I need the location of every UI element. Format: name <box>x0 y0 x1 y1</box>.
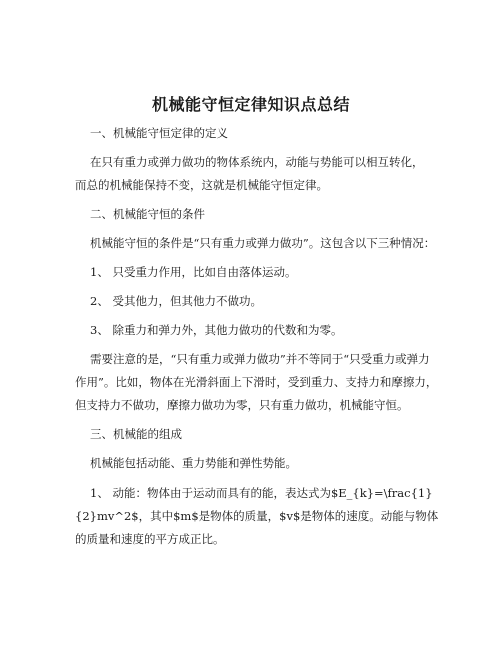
list-item: 3、 除重力和弹力外，其他力做功的代数和为零。 <box>90 323 343 337</box>
paragraph-line: 机械能包括动能、重力势能和弹性势能。 <box>90 456 297 470</box>
paragraph-line: 机械能守恒的条件是“只有重力或弹力做功”。这包含以下三种情况： <box>90 236 436 250</box>
list-item: 1、 只受重力作用，比如自由落体运动。 <box>90 265 297 279</box>
section-heading-definition: 一、机械能守恒定律的定义 <box>90 126 228 140</box>
paragraph-line: 在只有重力或弹力做功的物体系统内，动能与势能可以相互转化， <box>90 155 424 169</box>
list-item: 2、 受其他力，但其他力不做功。 <box>90 294 262 308</box>
section-heading-composition: 三、机械能的组成 <box>90 427 182 441</box>
paragraph-line: {2}mv^2$，其中$m$是物体的质量，$v$是物体的速度。动能与物体 <box>75 509 439 523</box>
paragraph-line: 的质量和速度的平方成正比。 <box>75 532 225 546</box>
paragraph-line: 作用”。比如，物体在光滑斜面上下滑时，受到重力、支持力和摩擦力， <box>75 375 438 389</box>
paragraph-line: 需要注意的是，“只有重力或弹力做功”并不等同于“只受重力或弹力 <box>90 352 430 366</box>
document-title: 机械能守恒定律知识点总结 <box>151 95 350 114</box>
section-heading-conditions: 二、机械能守恒的条件 <box>90 207 205 221</box>
paragraph-line: 但支持力不做功，摩擦力做功为零，只有重力做功，机械能守恒。 <box>75 398 409 412</box>
paragraph-line: 而总的机械能保持不变，这就是机械能守恒定律。 <box>75 178 328 192</box>
list-item: 1、 动能：物体由于运动而具有的能，表达式为$E_{k}=\frac{1} <box>90 486 433 500</box>
